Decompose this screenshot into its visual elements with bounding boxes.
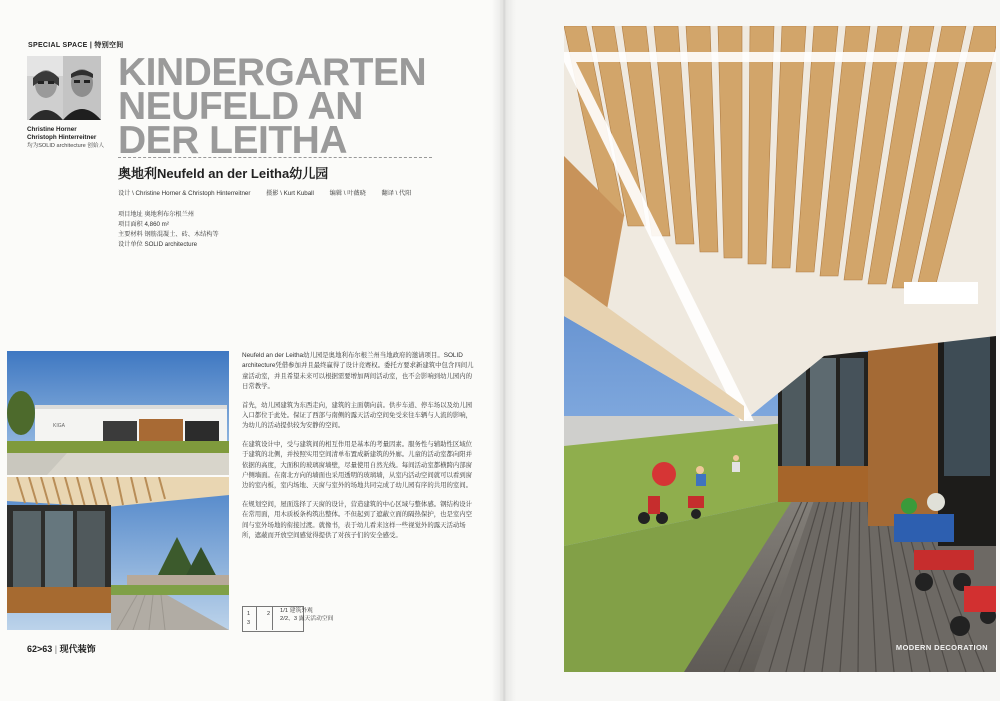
caption-num-3: 3 bbox=[247, 620, 251, 626]
credit-design: 设计 \ Christine Horner & Christoph Hinterreitner bbox=[118, 190, 251, 197]
body-paragraph-4: 在规划空间，屋面选择了天窗的设计，营造建筑的中心区域与整体感。钢结构设计在常用面，用木质板条构筑出整体。不但起到了遮蔽立面的隔热保护，也是室内空间与室外场地的衔接过渡。就像书，表于幼儿看来这样一些视觉外的露天活动场所，遮蔽而开放空间感觉得提供了对孩子们的安全感受。 bbox=[242, 500, 473, 540]
section-tag: SPECIAL SPACE | 特别空间 bbox=[28, 42, 124, 49]
caption-num-2: 2 bbox=[267, 611, 271, 617]
page-gutter bbox=[492, 0, 516, 701]
fact-designer: 设计单位 SOLID architecture bbox=[118, 241, 198, 248]
designer-names bbox=[27, 126, 122, 150]
fact-location: 项目地址 奥地利布尔根兰州 bbox=[118, 211, 194, 218]
credit-photo: 摄影 \ Kurt Kuball bbox=[266, 190, 314, 197]
folio-separator: | bbox=[54, 644, 58, 654]
article-title bbox=[118, 51, 448, 162]
credit-translate: 翻译 \ 代阳 bbox=[381, 190, 412, 197]
fact-area: 项目面积 4,860 m² bbox=[118, 221, 169, 228]
title-divider bbox=[118, 157, 432, 158]
article-body bbox=[242, 351, 474, 550]
designer-portrait-2 bbox=[63, 56, 101, 120]
title-line-2: NEUFELD AN bbox=[118, 85, 363, 128]
caption-line-2: 2/2、3 露天活动空间 bbox=[280, 616, 334, 622]
photo-caption bbox=[280, 607, 333, 623]
magazine-name: 现代装饰 bbox=[59, 644, 96, 654]
designer-role: 均为SOLID architecture 创始人 bbox=[27, 143, 105, 149]
page-folio bbox=[27, 642, 96, 655]
body-paragraph-1: Neufeld an der Leitha幼儿园是奥地利布尔根兰州当地政府的邀请项目。SOLID architecture凭借参加并且最终赢得了设计竞赛权。委托方要求新建筑中包含四间儿童活动室，并且希望未来可以根据需要增加两间活动室，也不会影响到幼儿园内的日常教学。 bbox=[242, 352, 474, 391]
exterior-photo bbox=[7, 351, 229, 475]
caption-line-1: 1/1 建筑外观 bbox=[280, 608, 313, 614]
building-sign: KIGA bbox=[53, 423, 65, 429]
body-paragraph-2: 首先，幼儿园建筑为东西走向，建筑的主面朝向前。供步车道、停车场以及幼儿园入口都位于此处。保证了西部与南侧的露天活动空间免受来往车辆与人流的影响，为幼儿的活动提供较为安静的空间。 bbox=[242, 401, 473, 430]
fact-materials: 主要材料 钢筋混凝土、砖、木结构等 bbox=[118, 231, 219, 238]
credit-editor: 编辑 \ 叶薇晓 bbox=[329, 190, 366, 197]
hero-photo bbox=[564, 26, 996, 672]
caption-num-1: 1 bbox=[247, 611, 251, 617]
page-numbers: 62>63 bbox=[27, 644, 53, 654]
title-line-1: KINDERGARTEN bbox=[118, 51, 427, 94]
courtyard-photo bbox=[7, 477, 229, 630]
credits-line bbox=[118, 188, 425, 197]
project-facts bbox=[118, 210, 219, 250]
article-subtitle: 奥地利Neufeld an der Leitha幼儿园 bbox=[118, 166, 329, 181]
title-line-3: DER LEITHA bbox=[118, 119, 347, 162]
body-paragraph-3: 在建筑设计中，受与建筑间的相互作用是基本的考量因素。服务性与辅助性区域位于建筑的北侧，并按照实用空间清单布置成新建筑的外廊。儿童的活动室都向阳并依据的高度，大面积的玻璃窗墙壁，尽量使用自然光线。每间活动室都横跨内部窗户侧墙面。在南北方向的墙面也采用透明的玻璃墙，从室内活动空间就可以看到窗边的室内板，室内场地、天窗与室外的场地共同完成了幼儿园有序的共用的室间。 bbox=[242, 440, 473, 490]
magazine-watermark: MODERN DECORATION bbox=[895, 643, 988, 652]
designer-name-2: Christoph Hinterreitner bbox=[27, 134, 97, 141]
designer-name-1: Christine Horner bbox=[27, 126, 77, 133]
caption-divider bbox=[256, 606, 257, 630]
caption-divider bbox=[272, 606, 273, 630]
designer-portrait-1 bbox=[27, 56, 65, 120]
